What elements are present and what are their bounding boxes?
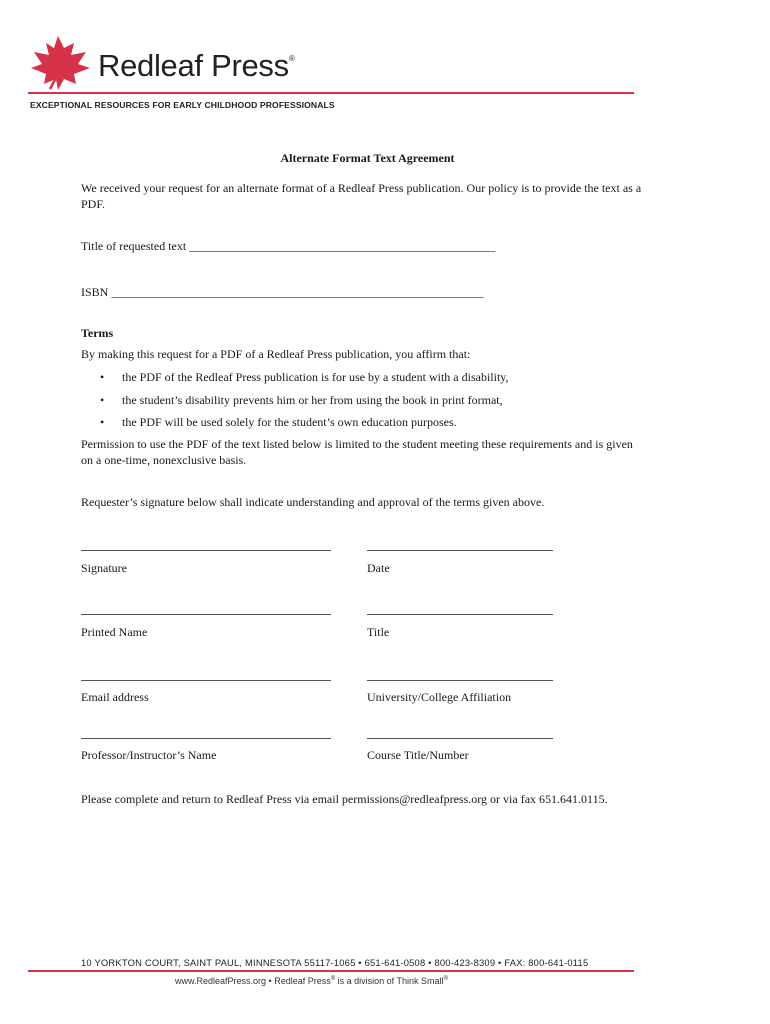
printed-name-line[interactable] [81,614,331,615]
course-label: Course Title/Number [367,748,469,762]
title-line[interactable] [367,614,553,615]
document-title: Alternate Format Text Agreement [280,151,455,165]
printed-name-label: Printed Name [81,625,148,639]
footer-rule [28,970,634,972]
acknowledgement-text: Requester’s signature below shall indicate understanding and approval of the terms given above. [81,495,545,509]
isbn-field[interactable]: ISBN ______________________________________________________________ [81,285,484,299]
date-line[interactable] [367,550,553,551]
terms-heading: Terms [81,326,114,340]
maple-leaf-logo-icon [28,34,94,90]
terms-bullet: • the PDF will be used solely for the student’s own education purposes. [100,415,457,429]
course-line[interactable] [367,738,553,739]
title-label: Title [367,625,390,639]
bullet-icon: • [100,415,105,429]
header-rule [28,92,634,94]
professor-label: Professor/Instructor’s Name [81,748,217,762]
permission-paragraph: Permission to use the PDF of the text listed below is limited to the student meeting these requirements and is given on a one-time, nonexclusive basis. [81,437,633,467]
title-field[interactable]: Title of requested text ___________________________________________________ [81,239,496,253]
footer-web: www.RedleafPress.org • Redleaf Press® is a division of Think Small® [175,976,448,986]
footer-address: 10 YORKTON COURT, SAINT PAUL, MINNESOTA 55117-1065 • 651-641-0508 • 800-423-8309 • FAX: 800-641-0115 [81,957,589,968]
closing-instructions: Please complete and return to Redleaf Press via email permissions@redleafpress.org or via fax 651.641.0115. [81,792,608,806]
email-line[interactable] [81,680,331,681]
tagline: EXCEPTIONAL RESOURCES FOR EARLY CHILDHOOD PROFESSIONALS [30,100,335,110]
date-label: Date [367,561,390,575]
brand-name: Redleaf Press® [98,48,295,83]
terms-bullet: • the PDF of the Redleaf Press publication is for use by a student with a disability, [100,370,509,384]
signature-line[interactable] [81,550,331,551]
email-label: Email address [81,690,149,704]
affiliation-label: University/College Affiliation [367,690,512,704]
bullet-icon: • [100,393,105,407]
terms-bullet: • the student’s disability prevents him or her from using the book in print format, [100,393,503,407]
intro-paragraph: We received your request for an alternate format of a Redleaf Press publication. Our policy is to provide the text as a PDF. [81,181,642,211]
bullet-icon: • [100,370,105,384]
affiliation-line[interactable] [367,680,553,681]
professor-line[interactable] [81,738,331,739]
terms-intro: By making this request for a PDF of a Redleaf Press publication, you affirm that: [81,347,471,361]
signature-label: Signature [81,561,127,575]
